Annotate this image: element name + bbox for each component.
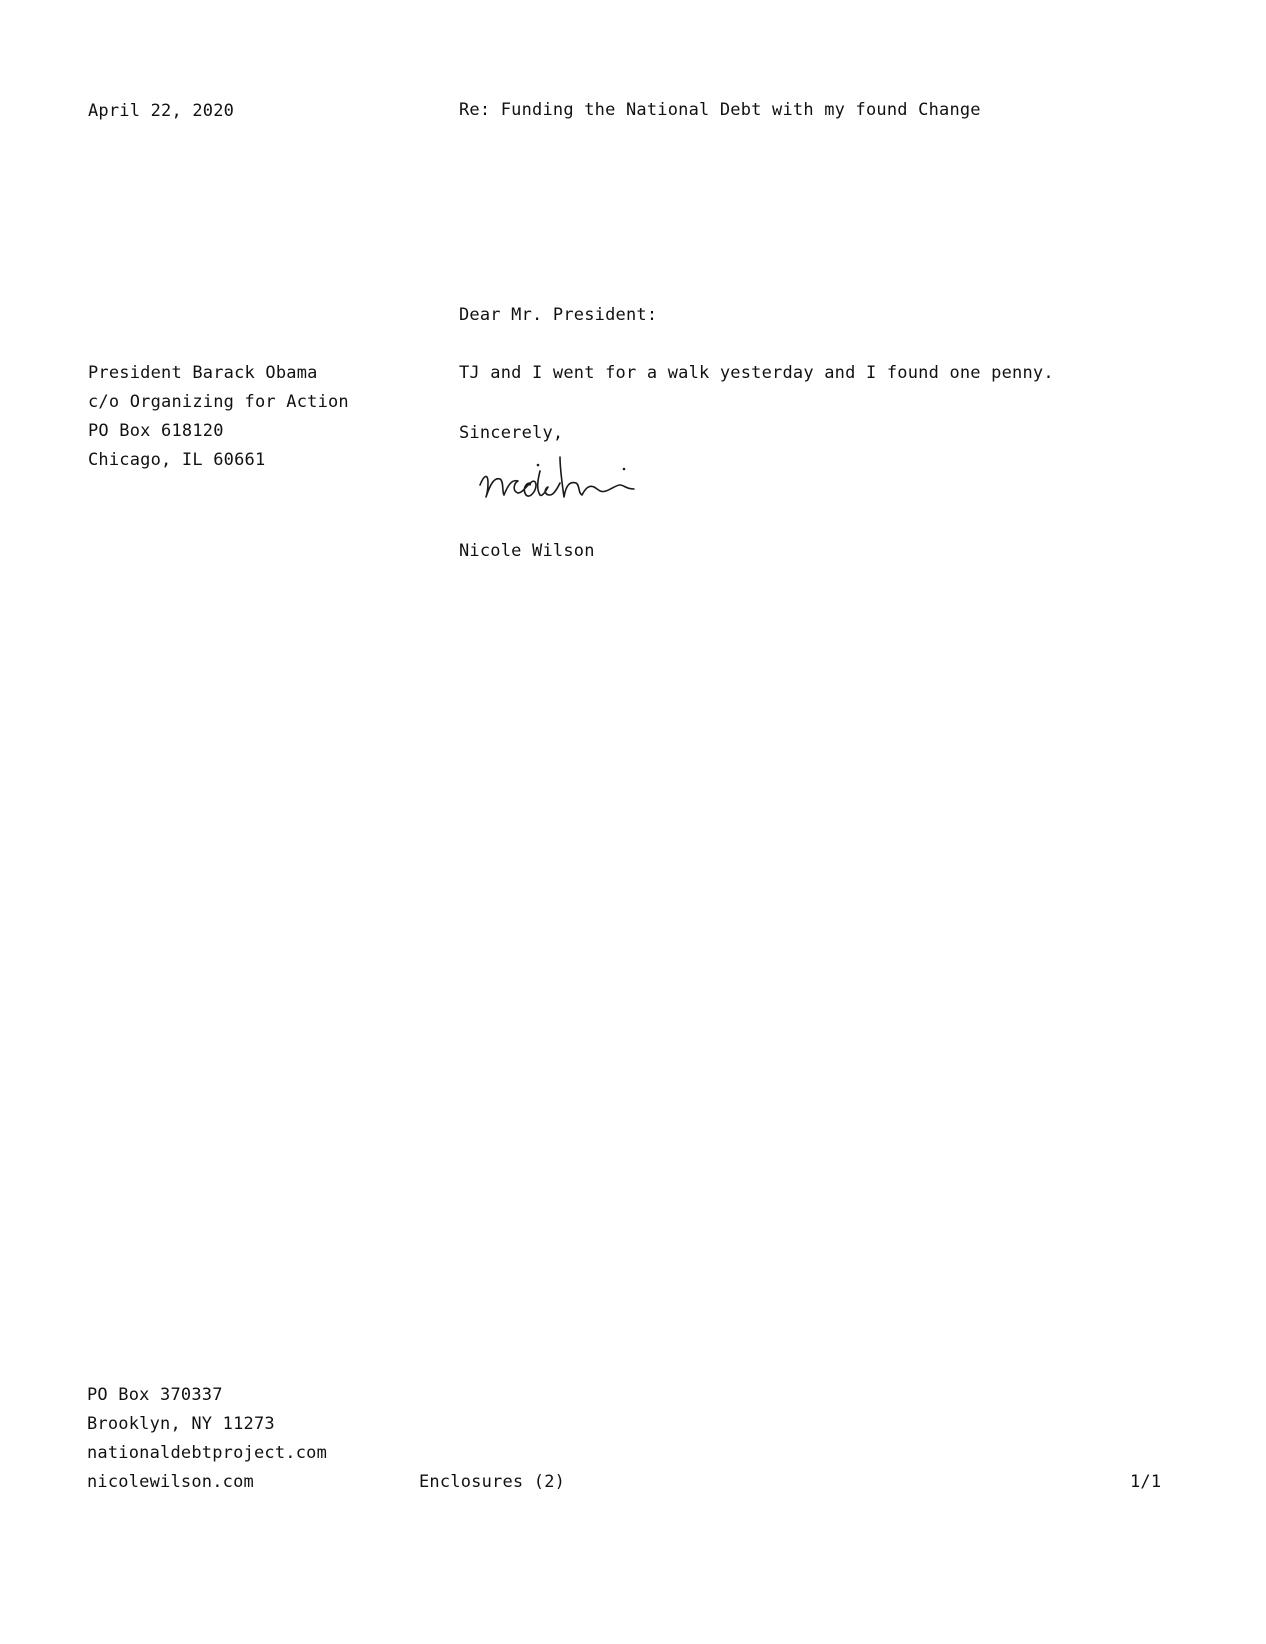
signature: [474, 445, 724, 515]
sender-website-personal: nicolewilson.com: [87, 1472, 254, 1492]
signer-name: Nicole Wilson: [459, 541, 595, 561]
letter-date: April 22, 2020: [88, 101, 235, 121]
sender-city: Brooklyn, NY 11273: [87, 1414, 275, 1434]
page-number: 1/1: [1130, 1472, 1162, 1492]
recipient-name: President Barack Obama: [88, 363, 318, 383]
salutation: Dear Mr. President:: [459, 305, 658, 325]
recipient-po-box: PO Box 618120: [88, 421, 224, 441]
recipient-city: Chicago, IL 60661: [88, 450, 266, 470]
letter-subject: Re: Funding the National Debt with my found Change: [459, 100, 981, 120]
enclosures-note: Enclosures (2): [419, 1472, 566, 1492]
letter-body: TJ and I went for a walk yesterday and I found one penny.: [459, 363, 1054, 383]
sender-address: [87, 1381, 327, 1497]
recipient-address: [88, 359, 349, 475]
sender-po-box: PO Box 370337: [87, 1385, 223, 1405]
letter-closing: Sincerely,: [459, 423, 564, 443]
sender-website-project: nationaldebtproject.com: [87, 1443, 328, 1463]
recipient-organization: c/o Organizing for Action: [88, 392, 349, 412]
